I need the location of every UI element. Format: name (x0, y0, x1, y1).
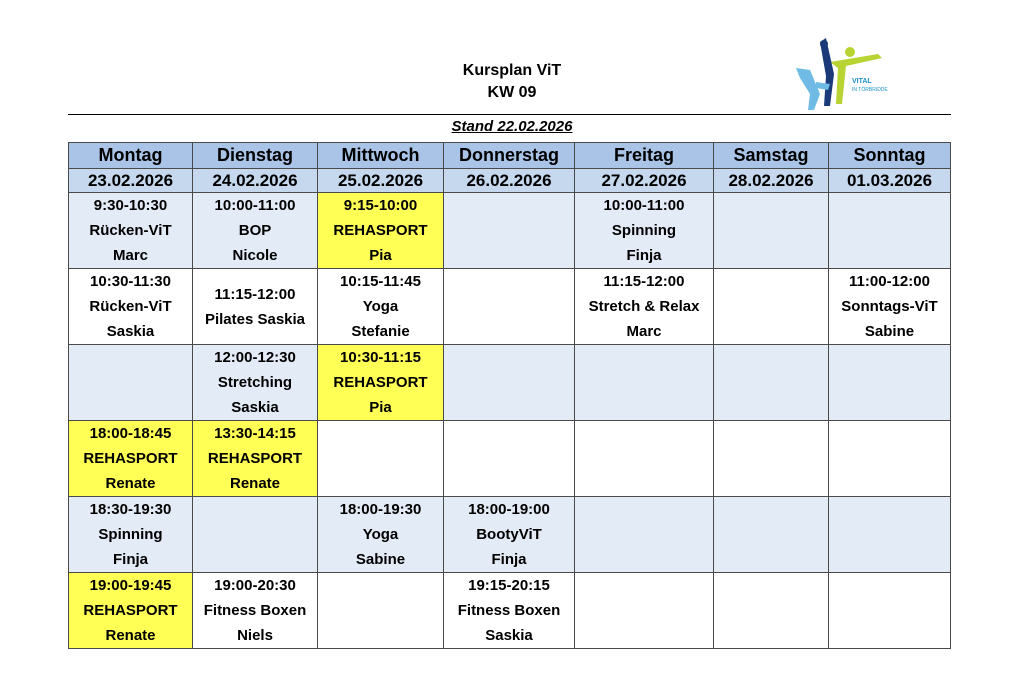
course-trainer: Finja (112, 551, 148, 568)
course-trainer: Stefanie (351, 323, 410, 340)
course-time: 19:00-20:30 (214, 577, 296, 594)
course-cell (318, 573, 444, 649)
course-cell (444, 421, 575, 497)
course-course: Stretch & Relax (588, 298, 700, 315)
course-cell (714, 345, 829, 421)
course-time: 11:15-12:00 (214, 285, 296, 303)
course-cell (193, 421, 318, 497)
vital-logo (790, 34, 910, 114)
course-time: 10:00-11:00 (214, 197, 296, 214)
course-time: 18:30-19:30 (89, 501, 172, 518)
course-cell (714, 193, 829, 269)
schedule-row (69, 497, 951, 573)
course-time: 10:30-11:30 (90, 273, 171, 290)
date-header-row (69, 169, 951, 193)
day-header-sonntag: Sonntag (829, 143, 951, 169)
course-cell (714, 497, 829, 573)
title-line-2: KW 09 (487, 84, 537, 101)
date-header-sonntag: 01.03.2026 (829, 169, 951, 193)
course-cell (193, 497, 318, 573)
course-cell (575, 573, 714, 649)
course-time: 9:30-10:30 (93, 197, 168, 214)
logo-text: VITAL IN TÖRBRIDDE (852, 78, 888, 93)
course-time: 10:30-11:15 (340, 349, 421, 366)
course-cell (318, 421, 444, 497)
date-header-dienstag: 24.02.2026 (193, 169, 318, 193)
course-time: 11:00-12:00 (849, 273, 930, 290)
course-cell (829, 269, 951, 345)
course-course: REHASPORT (83, 450, 178, 467)
course-cell (714, 421, 829, 497)
course-cell (829, 193, 951, 269)
course-trainer: Saskia (231, 399, 279, 416)
course-cell (69, 421, 193, 497)
course-cell (829, 421, 951, 497)
course-course: REHASPORT (207, 450, 303, 467)
course-course: REHASPORT (83, 602, 178, 619)
course-course: Stretching (217, 374, 293, 391)
course-trainer: Niels (237, 627, 273, 644)
course-course: Fitness Boxen (457, 602, 561, 619)
logo-figures-icon (790, 34, 910, 114)
course-cell (829, 573, 951, 649)
schedule-row (69, 421, 951, 497)
course-trainer: Pia (369, 247, 392, 264)
date-header-donnerstag: 26.02.2026 (444, 169, 575, 193)
course-cell (69, 497, 193, 573)
day-header-row (69, 143, 951, 169)
course-cell (829, 345, 951, 421)
title-line-1: Kursplan ViT (462, 62, 562, 79)
course-trainer: Sabine (864, 323, 915, 340)
course-time: 19:00-19:45 (89, 577, 172, 594)
day-header-samstag: Samstag (714, 143, 829, 169)
course-trainer: Marc (112, 247, 149, 264)
course-cell (444, 573, 575, 649)
course-schedule-table (68, 142, 951, 649)
course-course: Rücken-ViT (89, 222, 172, 239)
course-cell (829, 497, 951, 573)
course-trainer: Nicole (232, 247, 278, 264)
course-time: 19:15-20:15 (468, 577, 550, 594)
course-course: Yoga (362, 298, 399, 315)
course-cell (193, 573, 318, 649)
course-time: 9:15-10:00 (343, 197, 418, 214)
course-course: Rücken-ViT (89, 298, 172, 315)
course-time: 18:00-18:45 (89, 425, 172, 442)
course-cell (69, 345, 193, 421)
course-cell (444, 497, 575, 573)
course-course: BootyViT (476, 526, 542, 543)
date-header-freitag: 27.02.2026 (575, 169, 714, 193)
course-cell (318, 193, 444, 269)
course-course: Spinning (98, 526, 163, 543)
course-time: 18:00-19:30 (339, 501, 422, 518)
date-header-mittwoch: 25.02.2026 (318, 169, 444, 193)
schedule-row (69, 573, 951, 649)
course-course: REHASPORT (333, 222, 428, 239)
course-trainer: Pia (369, 399, 392, 416)
schedule-row (69, 345, 951, 421)
day-header-freitag: Freitag (575, 143, 714, 169)
course-time: 10:00-11:00 (603, 197, 685, 214)
stand-date: Stand 22.02.2026 (451, 118, 573, 135)
course-cell (69, 193, 193, 269)
course-trainer: Finja (626, 247, 662, 264)
course-cell (318, 345, 444, 421)
course-trainer: Finja (491, 551, 527, 568)
course-time: 13:30-14:15 (214, 425, 296, 442)
schedule-row (69, 269, 951, 345)
course-cell (318, 269, 444, 345)
day-header-dienstag: Dienstag (193, 143, 318, 169)
course-cell (575, 497, 714, 573)
course-cell (318, 497, 444, 573)
course-trainer: Saskia (485, 627, 533, 644)
course-cell (714, 269, 829, 345)
course-course: REHASPORT (333, 374, 428, 391)
course-course: Fitness Boxen (203, 602, 307, 619)
course-trainer: Saskia (106, 323, 155, 340)
course-time: 10:15-11:45 (340, 273, 421, 290)
course-cell (193, 345, 318, 421)
course-cell (444, 193, 575, 269)
course-trainer: Marc (626, 323, 662, 340)
course-time: 18:00-19:00 (468, 501, 550, 518)
course-cell (575, 269, 714, 345)
course-course: Sonntags-ViT (841, 298, 938, 315)
date-header-montag: 23.02.2026 (69, 169, 193, 193)
course-course: BOP (238, 222, 272, 239)
course-cell (444, 269, 575, 345)
course-time: 12:00-12:30 (214, 349, 296, 366)
course-trainer: Renate (229, 475, 281, 492)
course-cell (575, 421, 714, 497)
course-cell (69, 573, 193, 649)
day-header-donnerstag: Donnerstag (444, 143, 575, 169)
course-time: 11:15-12:00 (603, 273, 685, 290)
course-cell (575, 193, 714, 269)
course-course: Pilates Saskia (204, 310, 306, 328)
date-header-samstag: 28.02.2026 (714, 169, 829, 193)
course-cell (575, 345, 714, 421)
schedule-row (69, 193, 951, 269)
course-cell (193, 269, 318, 345)
header-divider (68, 114, 951, 115)
course-cell (444, 345, 575, 421)
course-cell (193, 193, 318, 269)
course-cell (69, 269, 193, 345)
course-course: Spinning (611, 222, 677, 239)
course-cell (714, 573, 829, 649)
day-header-montag: Montag (69, 143, 193, 169)
day-header-mittwoch: Mittwoch (318, 143, 444, 169)
course-trainer: Renate (105, 627, 156, 644)
course-course: Yoga (362, 526, 399, 543)
course-trainer: Sabine (355, 551, 406, 568)
course-trainer: Renate (105, 475, 156, 492)
